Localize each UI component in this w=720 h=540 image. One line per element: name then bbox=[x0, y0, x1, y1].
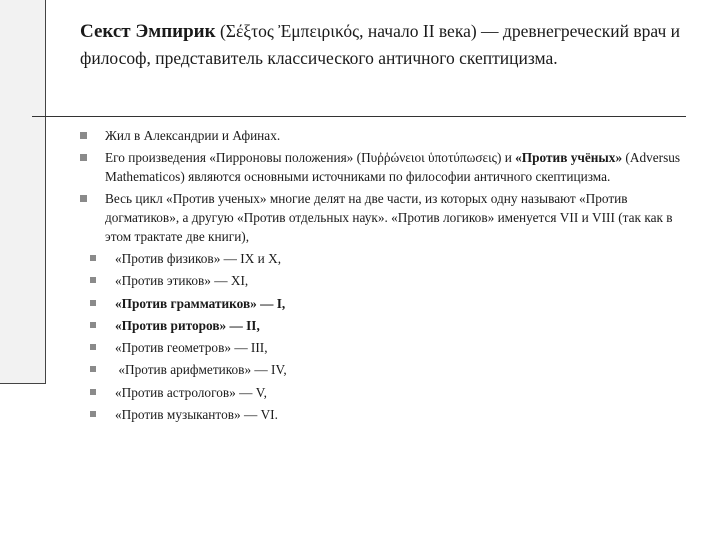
square-bullet-icon bbox=[90, 322, 96, 328]
sub-bullet-text: «Против арифметиков» — IV, bbox=[115, 362, 287, 378]
bullet-item bbox=[80, 148, 690, 186]
bullet-text-part: Его произведения «Пирроновы положения» (Πυῤῥώνειοι ὑποτύπωσεις) и bbox=[105, 150, 516, 165]
square-bullet-icon bbox=[80, 195, 87, 202]
sub-bullet-item bbox=[90, 360, 690, 379]
square-bullet-icon bbox=[90, 366, 96, 372]
bullet-item bbox=[80, 126, 690, 145]
sub-bullet-text: «Против риторов» — II, bbox=[115, 317, 260, 333]
sub-bullet-item bbox=[90, 338, 690, 357]
title-description: (Σέξτος Ἐμπειρικός, начало II века) — древнегреческий врач и философ, представитель классического античного скептицизма. bbox=[80, 21, 680, 68]
slide-body bbox=[80, 126, 690, 427]
sub-bullet-item bbox=[90, 405, 690, 424]
title-divider bbox=[32, 116, 686, 117]
decorative-corner-square bbox=[0, 0, 46, 384]
slide-title bbox=[80, 18, 680, 71]
sub-bullet-item bbox=[90, 383, 690, 402]
sub-bullet-item bbox=[90, 316, 690, 335]
sub-bullet-text: «Против физиков» — IX и X, bbox=[115, 251, 282, 266]
square-bullet-icon bbox=[80, 154, 87, 161]
square-bullet-icon bbox=[90, 300, 96, 306]
square-bullet-icon bbox=[90, 389, 96, 395]
bullet-item bbox=[80, 189, 690, 246]
sub-bullet-text: «Против этиков» — XI, bbox=[115, 273, 249, 289]
bullet-text: Жил в Александрии и Афинах. bbox=[105, 128, 281, 143]
square-bullet-icon bbox=[90, 255, 96, 261]
square-bullet-icon bbox=[80, 132, 87, 139]
sub-bullet-item bbox=[90, 249, 690, 268]
sub-bullet-text: «Против геометров» — III, bbox=[115, 340, 268, 356]
sub-bullet-text: «Против астрологов» — V, bbox=[115, 384, 267, 400]
bullet-text: Весь цикл «Против ученых» многие делят на две части, из которых одну называют «Против догматиков», а другую «Против отдельных наук». «Против логиков» именуется VII и VIII (так как в этом трактате две книги), bbox=[105, 191, 673, 244]
square-bullet-icon bbox=[90, 277, 96, 283]
sub-bullet-item bbox=[90, 294, 690, 313]
title-name: Секст Эмпирик bbox=[80, 21, 216, 42]
bullet-text-bold: «Против учёных» bbox=[515, 150, 623, 165]
sub-bullet-text: «Против музыкантов» — VI. bbox=[115, 407, 278, 423]
bullet-text-part: (Adversus Mathematicos) являются основными источниками по философии античного скептицизма. bbox=[105, 150, 681, 184]
square-bullet-icon bbox=[90, 344, 96, 350]
sub-bullet-text: «Против грамматиков» — I, bbox=[115, 295, 286, 311]
square-bullet-icon bbox=[90, 411, 96, 417]
sub-bullet-item bbox=[90, 271, 690, 290]
